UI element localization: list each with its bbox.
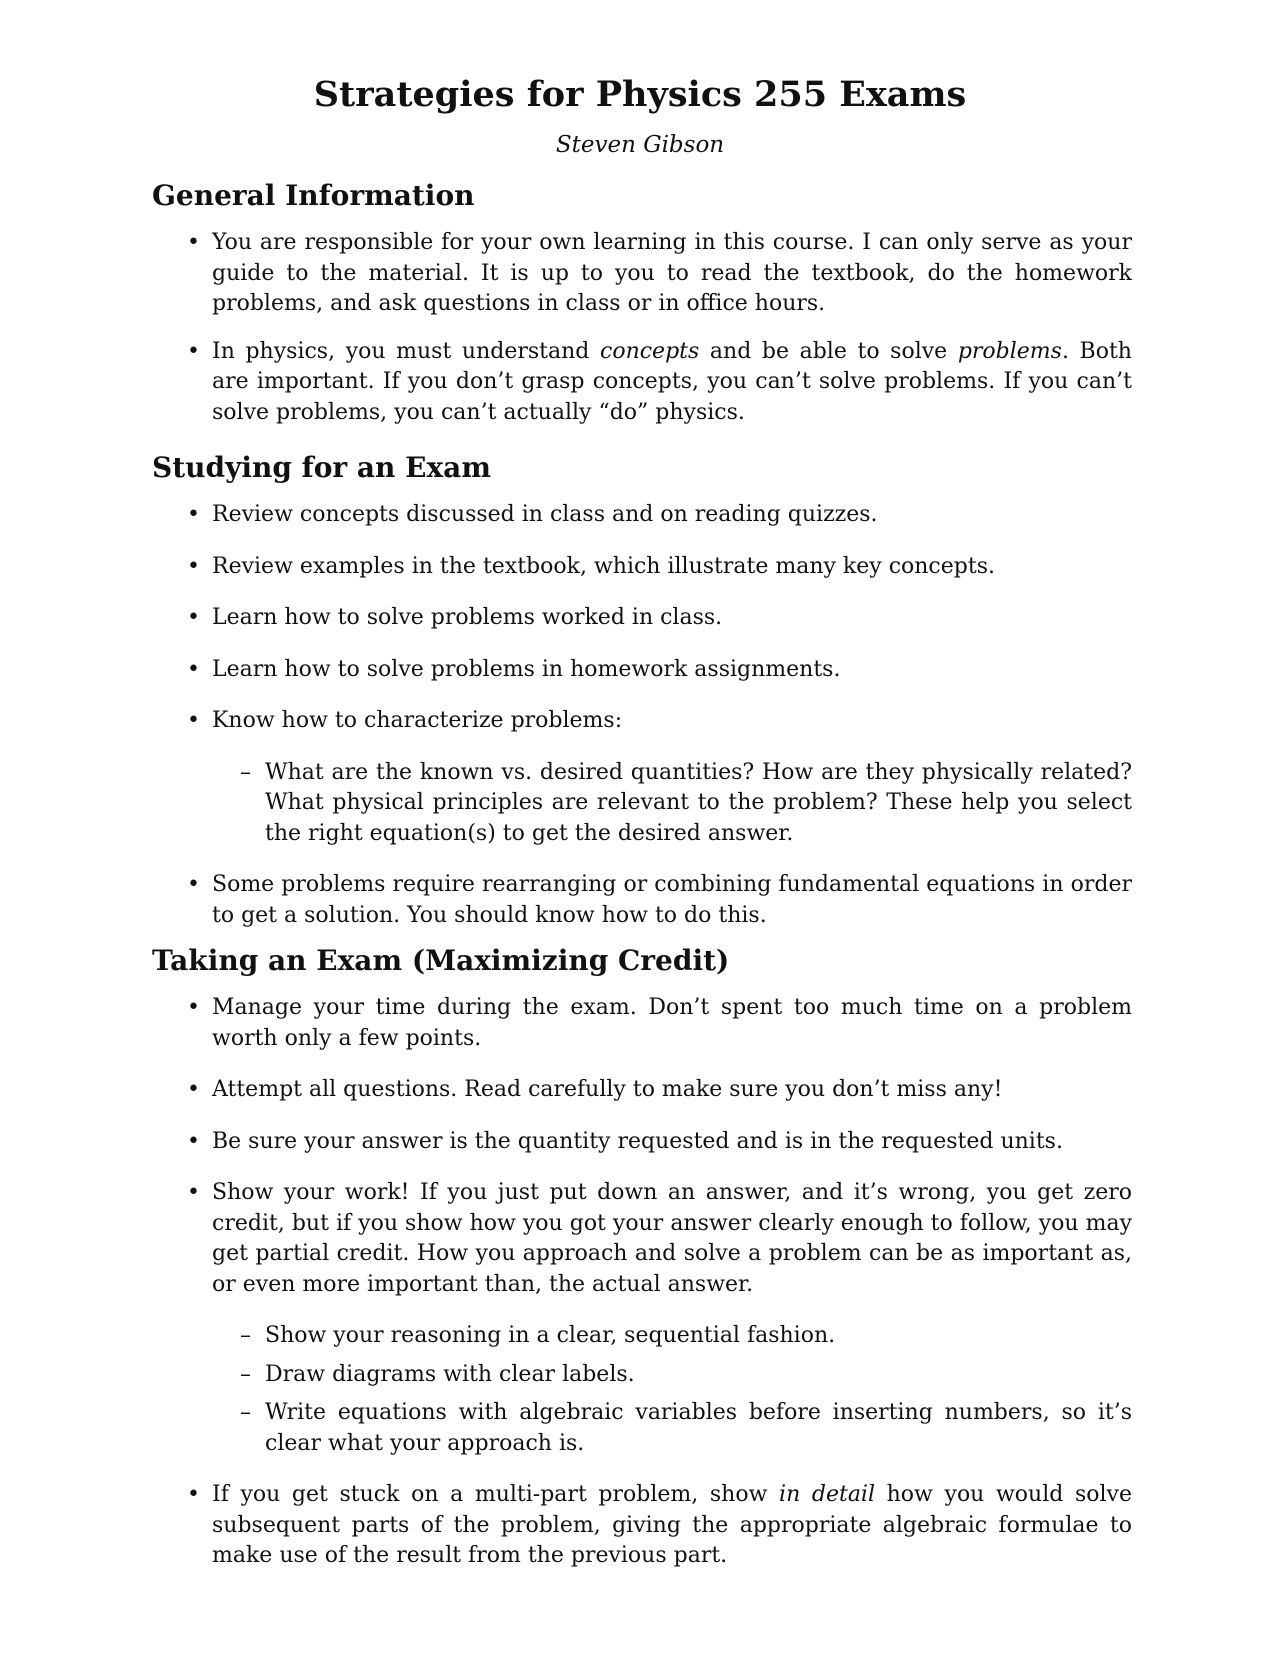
bullet-icon: • xyxy=(187,338,200,364)
list-item: • If you get stuck on a multi-part problem, show in detail how you would solve subsequent parts of the problem, giving the appropriate algebraic formulae to make use of the result from the previous part. xyxy=(187,1482,1132,1568)
section-heading: Taking an Exam (Maximizing Credit) xyxy=(152,944,730,977)
page-title: Strategies for Physics 255 Exams xyxy=(313,74,967,115)
dash-icon: – xyxy=(240,1400,251,1425)
section-taking-an-exam xyxy=(152,943,1132,1572)
sub-list-item: – Show your reasoning in a clear, sequential fashion. xyxy=(152,1321,1132,1352)
list-item: • Some problems require rearranging or combining fundamental equations in order to get a solution. You should know how to do this. xyxy=(187,872,1132,928)
section-heading: Studying for an Exam xyxy=(152,451,491,484)
bullet-icon: • xyxy=(187,872,200,897)
bullet-icon: • xyxy=(187,1180,200,1205)
sub-list-item: – Draw diagrams with clear labels. xyxy=(152,1360,1132,1391)
bullet-icon: • xyxy=(187,502,200,527)
dash-icon: – xyxy=(240,1323,251,1348)
list-item: • Manage your time during the exam. Don’t spent too much time on a problem worth only a few points. xyxy=(187,995,1132,1051)
sub-list xyxy=(152,758,1132,850)
bullet-icon: • xyxy=(187,995,200,1020)
list-item: • Review concepts discussed in class and on reading quizzes. xyxy=(152,500,1132,531)
list-item: • In physics, you must understand concepts and be able to solve problems. Both are important. If you don’t grasp concepts, you can’t solve problems. If you can’t solve problems, you can’t actually “do” physics. xyxy=(187,338,1132,425)
bullet-icon: • xyxy=(187,230,200,255)
list-item: • Learn how to solve problems worked in class. xyxy=(152,603,1132,634)
emphasis: in detail xyxy=(779,1482,876,1507)
bullet-list xyxy=(152,993,1132,1572)
list-item: • Attempt all questions. Read carefully to make sure you don’t miss any! xyxy=(152,1075,1132,1106)
section-studying-for-exam xyxy=(152,450,1132,931)
author-name: Steven Gibson xyxy=(555,132,725,158)
sub-list-item: – What are the known vs. desired quantities? How are they physically related? What physical principles are relevant to the problem? These help you select the right equation(s) to get the desired answer. xyxy=(240,759,1132,846)
bullet-icon: • xyxy=(187,605,200,630)
bullet-icon: • xyxy=(187,708,200,733)
list-item: • Review examples in the textbook, which illustrate many key concepts. xyxy=(152,552,1132,583)
bullet-icon: • xyxy=(187,1482,200,1507)
dash-icon: – xyxy=(240,1361,251,1387)
bullet-list xyxy=(152,228,1132,428)
section-heading: General Information xyxy=(152,179,475,212)
list-item: • Learn how to solve problems in homework assignments. xyxy=(152,655,1132,686)
sub-list-item: – Write equations with algebraic variables before inserting numbers, so it’s clear what your approach is. xyxy=(240,1400,1132,1456)
dash-icon: – xyxy=(240,759,251,785)
bullet-list xyxy=(152,500,1132,931)
section-general-information xyxy=(152,178,1132,428)
bullet-icon: • xyxy=(187,1128,200,1154)
emphasis: problems xyxy=(957,338,1062,364)
bullet-icon: • xyxy=(187,553,200,579)
sub-list xyxy=(152,1321,1132,1459)
bullet-icon: • xyxy=(187,656,200,682)
list-item: • You are responsible for your own learning in this course. I can only serve as your guide to the material. It is up to you to read the textbook, do the homework problems, and ask questions in class or in office hours. xyxy=(187,230,1132,316)
list-item: • Be sure your answer is the quantity requested and is in the requested units. xyxy=(152,1127,1132,1158)
bullet-icon: • xyxy=(187,1077,200,1102)
emphasis: concepts xyxy=(600,338,700,364)
list-item: • Know how to characterize problems: – What are the known vs. desired quantities? How are they physically related? What physical principles are relevant to the problem? These help you select the right equation(s) to get the desired answer. xyxy=(152,706,1132,849)
list-item: • Show your work! If you just put down an answer, and it’s wrong, you get zero credit, but if you show how you got your answer clearly enough to follow, you may get partial credit. How you approach and solve a problem can be as important as, or even more important than, the actual answer. – Show your reasoning in a clear, sequential fashion. – Draw diagrams with clear labels. – Write equations with algebraic variables before inserting numbers, so it’s clear what your approach is. xyxy=(152,1178,1132,1459)
